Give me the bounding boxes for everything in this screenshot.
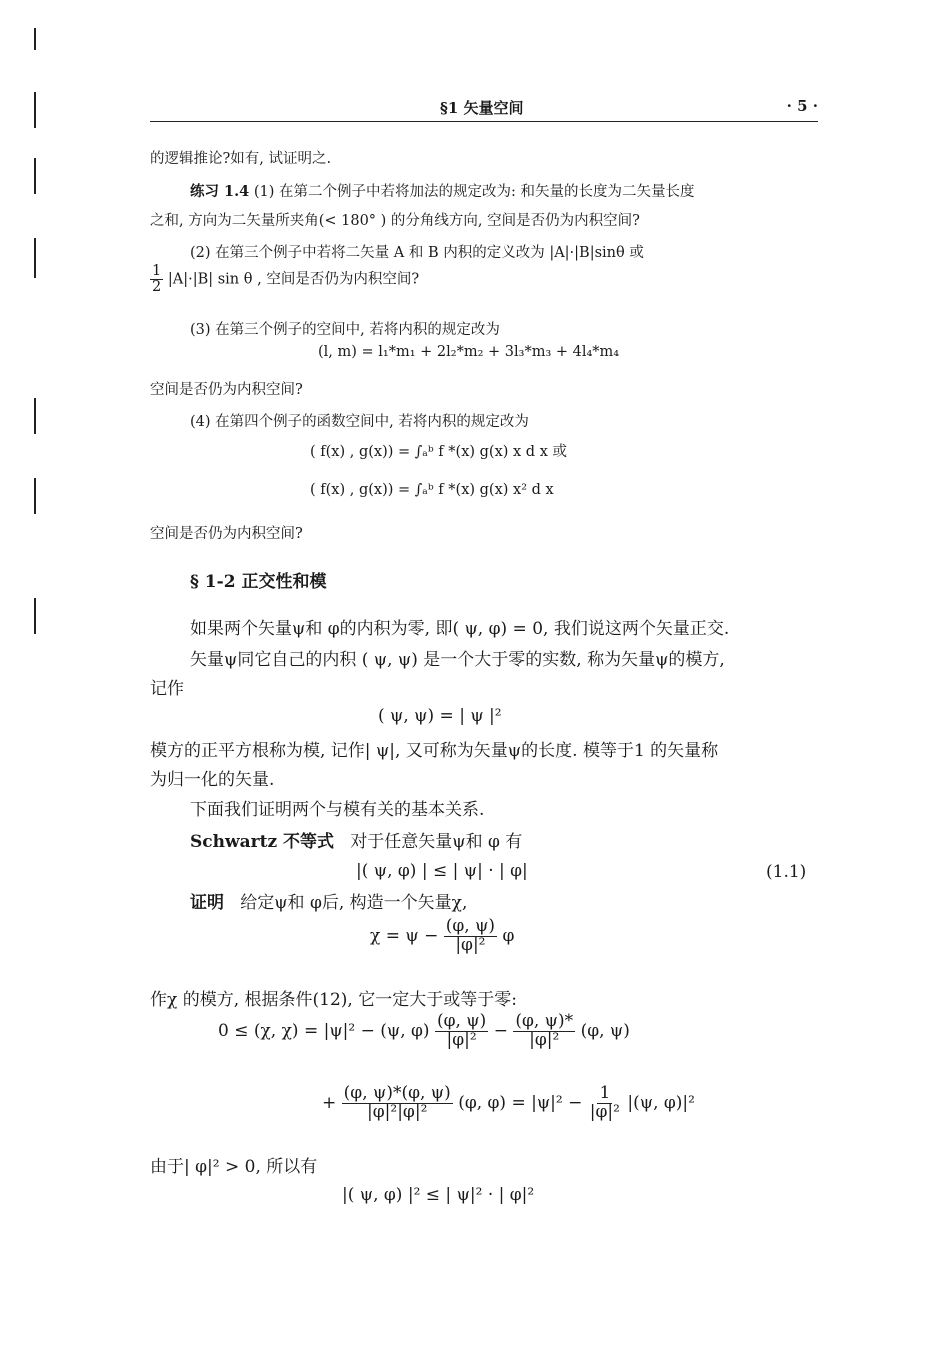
equation: ( f(x) , g(x)) = ∫ₐᵇ f *(x) g(x) x d x 或	[310, 444, 567, 460]
exercise-item-2-formula	[150, 264, 419, 295]
page-number: · 5 ·	[786, 97, 818, 115]
proof-label: 证明	[190, 893, 224, 913]
equation-part: (φ, ψ)	[580, 1020, 630, 1041]
exercise-item-1	[190, 180, 695, 201]
theorem-label: Schwartz 不等式	[190, 832, 335, 852]
theorem-statement	[190, 827, 522, 852]
fraction-numerator: (φ, ψ)	[445, 916, 496, 936]
binding-mark	[34, 158, 36, 194]
section-title: § 1-2 正交性和模	[190, 572, 327, 592]
equation-number: (1.1)	[766, 862, 807, 882]
paragraph: 记作	[150, 679, 184, 699]
fraction-numerator: 1	[152, 263, 162, 279]
inequality-line-1	[218, 1013, 630, 1050]
proof-text: 给定ψ和 φ后, 构造一个矢量χ,	[240, 893, 468, 913]
equation-chi	[370, 918, 514, 955]
fraction-denominator: |φ|²	[529, 1029, 560, 1050]
binding-mark	[34, 92, 36, 128]
binding-mark	[34, 598, 36, 634]
paragraph: 如果两个矢量ψ和 φ的内积为零, 即( ψ, φ) = 0, 我们说这两个矢量正交.	[190, 619, 730, 639]
equation-part: (φ, φ) = |ψ|² −	[458, 1092, 583, 1113]
paragraph: 为归一化的矢量.	[150, 770, 275, 790]
equation: |( ψ, φ) | ≤ | ψ| · | φ|	[356, 861, 528, 881]
equation: (l, m) = l₁*m₁ + 2l₂*m₂ + 3l₃*m₃ + 4l₄*m₄	[318, 344, 620, 360]
exercise-item-4: (4) 在第四个例子的函数空间中, 若将内积的规定改为	[190, 414, 529, 430]
fraction-denominator: |φ|²	[455, 934, 486, 955]
equation-part: 0 ≤ (χ, χ) = |ψ|² − (ψ, φ)	[218, 1020, 430, 1041]
binding-mark	[34, 28, 36, 50]
fraction	[444, 918, 497, 955]
binding-mark	[34, 238, 36, 278]
exercise-item-3: (3) 在第三个例子的空间中, 若将内积的规定改为	[190, 322, 500, 338]
fraction-numerator: (φ, ψ)*(φ, ψ)	[343, 1083, 451, 1103]
paragraph: 模方的正平方根称为模, 记作| ψ|, 又可称为矢量ψ的长度. 模等于1 的矢量称	[150, 741, 719, 761]
fraction-denominator: |φ|²	[589, 1101, 620, 1122]
fraction	[435, 1013, 488, 1050]
equation-part: +	[322, 1092, 337, 1113]
exercise-line: 空间是否仍为内积空间?	[150, 382, 303, 398]
equation: ( ψ, ψ) = | ψ |²	[378, 706, 502, 726]
equation: |( ψ, φ) |² ≤ | ψ|² · | φ|²	[342, 1185, 535, 1205]
paragraph: 作χ 的模方, 根据条件(12), 它一定大于或等于零:	[150, 990, 517, 1010]
paragraph: 下面我们证明两个与模有关的基本关系.	[190, 800, 485, 820]
fraction-numerator: (φ, ψ)	[436, 1011, 487, 1031]
fraction	[342, 1085, 453, 1122]
exercise-text: (1) 在第二个例子中若将加法的规定改为: 和矢量的长度为二矢量长度	[253, 184, 695, 200]
equation-part: −	[493, 1020, 508, 1041]
proof-statement	[190, 888, 467, 913]
running-header	[150, 95, 818, 122]
equation-part: χ = ψ −	[370, 925, 439, 946]
fraction-numerator: (φ, ψ)*	[515, 1011, 574, 1031]
fraction-denominator: |φ|²	[446, 1029, 477, 1050]
continued-line: 的逻辑推论?如有, 试证明之.	[150, 151, 332, 167]
exercise-line: 空间是否仍为内积空间?	[150, 526, 303, 542]
fraction	[588, 1085, 622, 1122]
theorem-text: 对于任意矢量ψ和 φ 有	[350, 832, 523, 852]
fraction-denominator: |φ|²|φ|²	[367, 1101, 428, 1122]
fraction-numerator: 1	[599, 1083, 611, 1103]
paragraph: 由于| φ|² > 0, 所以有	[150, 1157, 318, 1177]
binding-mark	[34, 478, 36, 514]
equation-part: φ	[502, 925, 515, 946]
fraction-denominator: 2	[152, 279, 162, 296]
header-title: §1 矢量空间	[440, 99, 524, 117]
exercise-line: 之和, 方向为二矢量所夹角(< 180° ) 的分角线方向, 空间是否仍为内积空间?	[150, 213, 640, 229]
exercise-text: |A|·|B| sin θ , 空间是否仍为内积空间?	[167, 271, 420, 288]
paragraph: 矢量ψ同它自己的内积 ( ψ, ψ) 是一个大于零的实数, 称为矢量ψ的模方,	[190, 650, 725, 670]
exercise-item-2: (2) 在第三个例子中若将二矢量 A 和 B 内积的定义改为 |A|·|B|sinθ 或	[190, 245, 644, 261]
equation: ( f(x) , g(x)) = ∫ₐᵇ f *(x) g(x) x² d x	[310, 482, 554, 498]
equation-part: |(ψ, φ)|²	[627, 1092, 695, 1113]
fraction	[150, 264, 163, 295]
exercise-label: 练习 1.4	[190, 183, 250, 200]
binding-mark	[34, 398, 36, 434]
fraction	[513, 1013, 575, 1050]
inequality-line-2	[322, 1085, 695, 1122]
